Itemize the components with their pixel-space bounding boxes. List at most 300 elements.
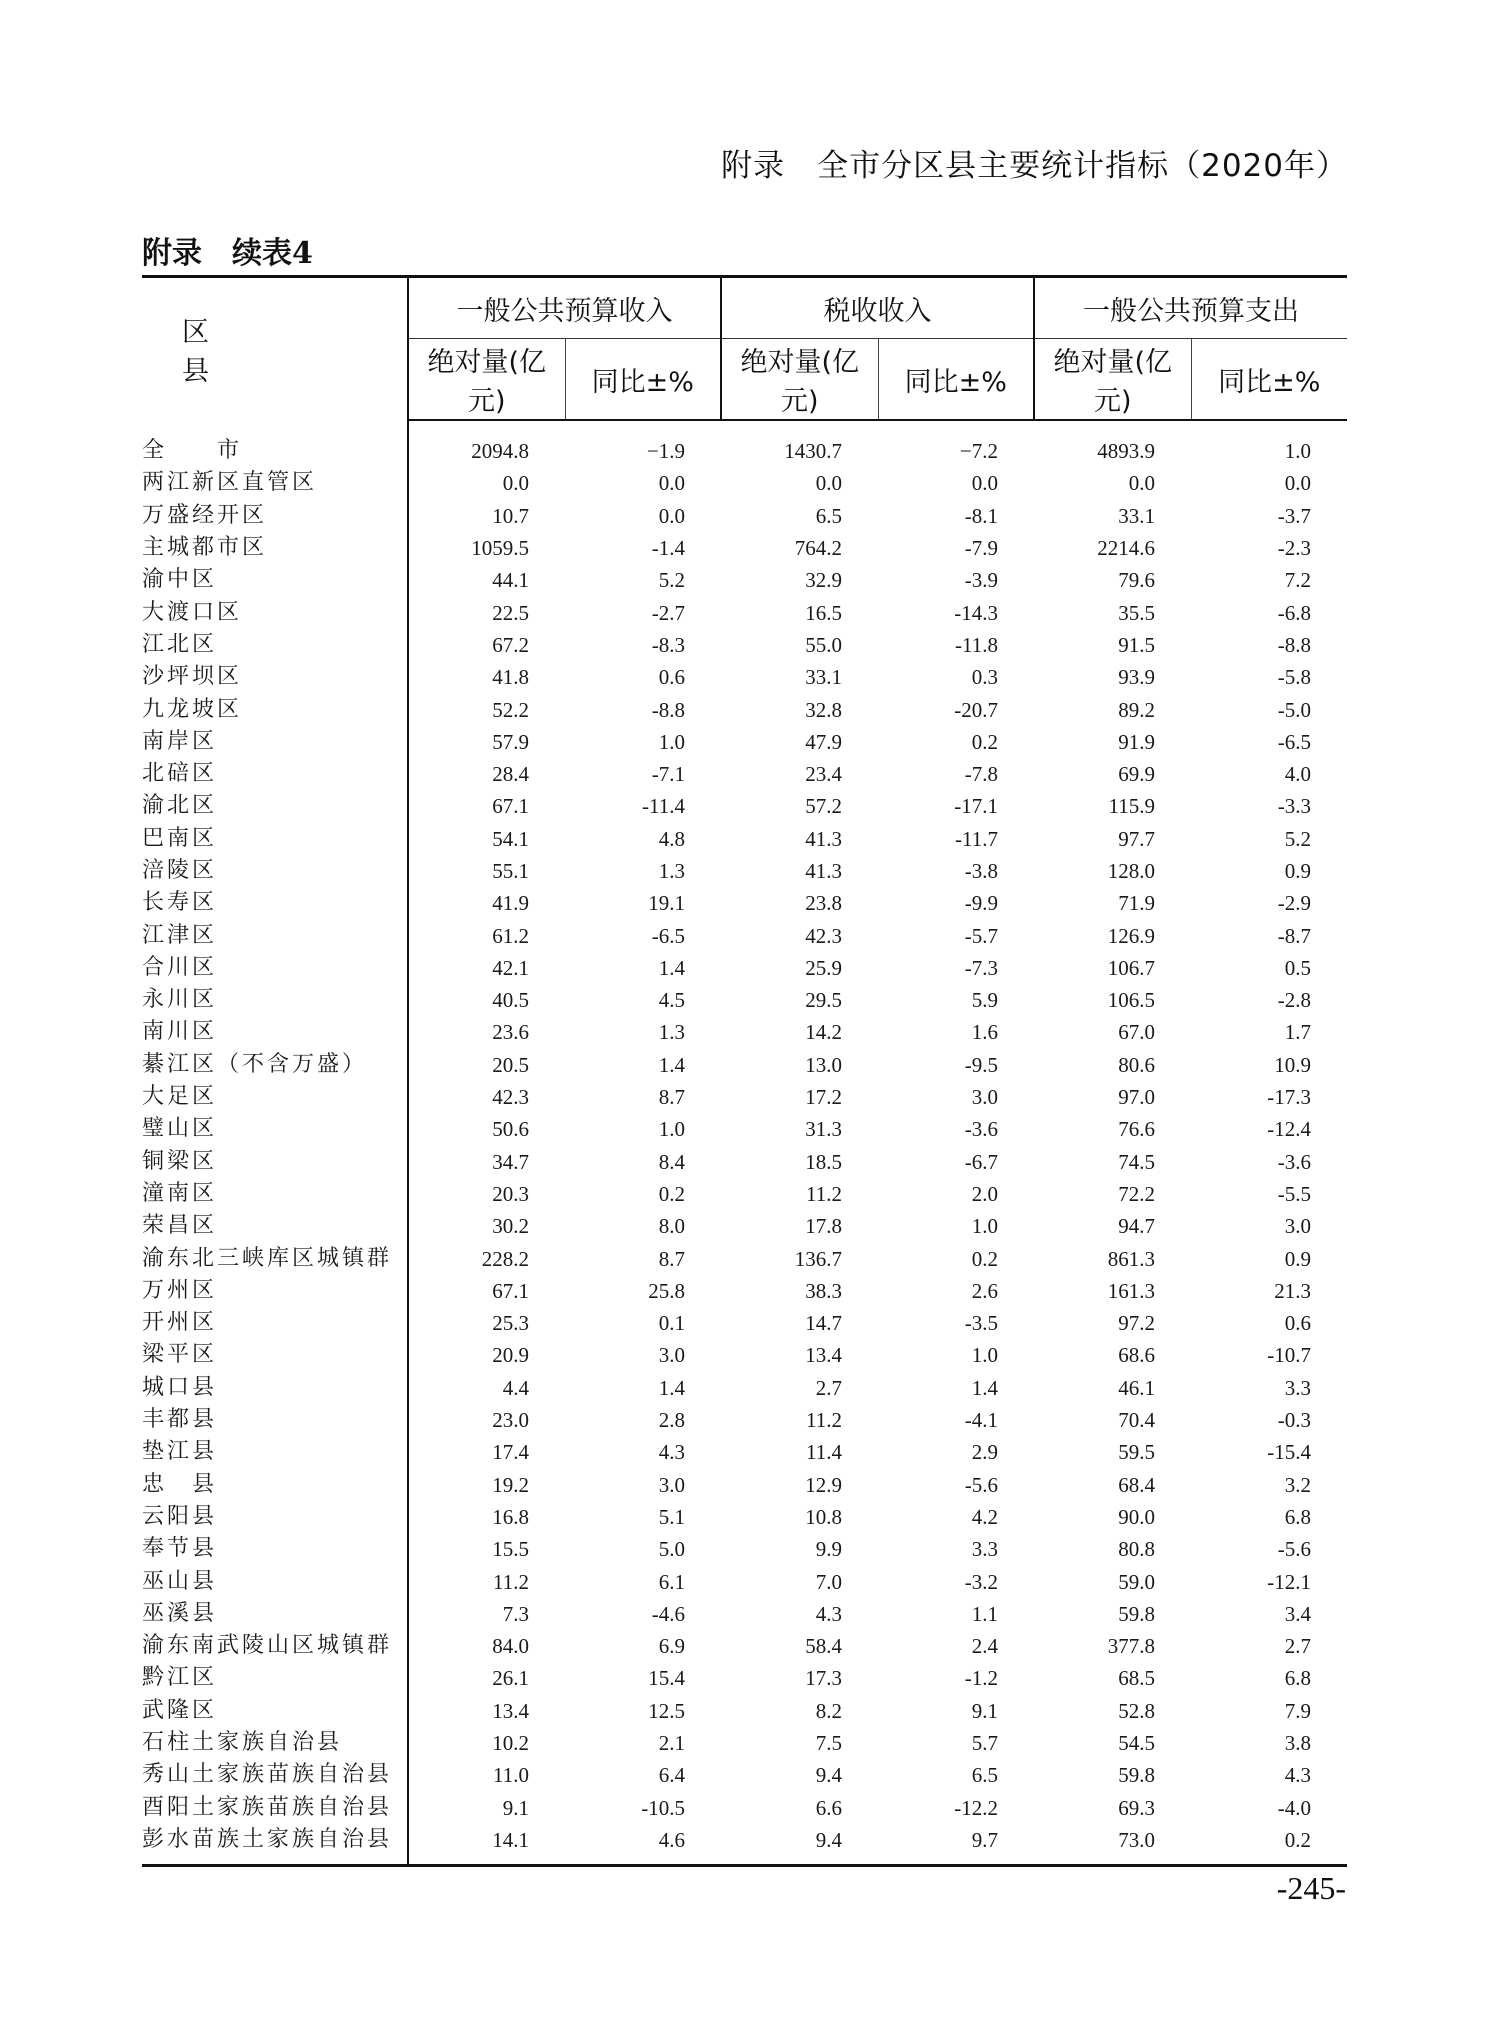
tax-revenue-abs-cell: 23.8	[805, 891, 842, 916]
budget-expenditure-abs-cell: 80.6	[1118, 1052, 1155, 1077]
budget-expenditure-yoy-cell: -3.7	[1277, 503, 1311, 528]
table-row	[142, 1565, 1347, 1597]
table-row	[142, 1469, 1347, 1501]
budget-revenue-yoy-cell: 1.4	[658, 1375, 685, 1400]
budget-revenue-abs-cell: 16.8	[492, 1504, 529, 1529]
region-name-cell: 大足区	[142, 1081, 408, 1113]
region-name-cell: 巫溪县	[142, 1598, 408, 1630]
region-name-cell: 黔江区	[142, 1662, 408, 1694]
tax-revenue-abs-cell: 9.4	[815, 1763, 842, 1788]
tax-revenue-abs-cell: 17.8	[805, 1214, 842, 1239]
budget-revenue-yoy-cell: 2.1	[658, 1731, 685, 1756]
budget-revenue-abs-cell: 57.9	[492, 729, 529, 754]
region-name-cell: 梁平区	[142, 1339, 408, 1371]
tax-revenue-yoy-cell: 0.0	[971, 471, 998, 496]
budget-expenditure-yoy-cell: -2.3	[1277, 536, 1311, 561]
budget-revenue-abs-cell: 50.6	[492, 1117, 529, 1142]
budget-expenditure-abs-cell: 68.6	[1118, 1343, 1155, 1368]
budget-expenditure-abs-cell: 94.7	[1118, 1214, 1155, 1239]
budget-revenue-yoy-cell: 6.4	[658, 1763, 685, 1788]
budget-revenue-abs-cell: 228.2	[481, 1246, 529, 1271]
tax-revenue-abs-cell: 11.2	[806, 1408, 842, 1433]
budget-revenue-yoy-cell: 1.3	[658, 859, 685, 883]
budget-revenue-yoy-cell: 1.0	[658, 729, 685, 754]
tax-revenue-yoy-cell: -5.6	[964, 1472, 998, 1497]
budget-expenditure-yoy-cell: 4.0	[1284, 762, 1311, 787]
table-row	[142, 1016, 1347, 1048]
tax-revenue-abs-cell: 25.9	[805, 955, 842, 980]
region-name-cell: 奉节县	[142, 1533, 408, 1565]
budget-expenditure-yoy-cell: -3.6	[1277, 1149, 1311, 1174]
budget-revenue-abs-cell: 26.1	[492, 1666, 529, 1691]
tax-revenue-yoy-cell: -5.7	[964, 923, 998, 948]
budget-revenue-abs-cell: 42.3	[492, 1085, 529, 1110]
budget-revenue-abs-cell: 10.7	[492, 503, 529, 528]
budget-expenditure-abs-cell: 79.6	[1118, 568, 1155, 593]
table-row	[142, 564, 1347, 596]
budget-expenditure-yoy-cell: 3.3	[1284, 1375, 1311, 1400]
table-row	[142, 1049, 1347, 1081]
budget-revenue-abs-cell: 67.1	[492, 794, 529, 819]
budget-revenue-yoy-cell: -4.6	[651, 1601, 685, 1626]
budget-expenditure-abs-cell: 115.9	[1108, 794, 1155, 819]
budget-expenditure-yoy-cell: 0.2	[1191, 1824, 1347, 1866]
table-row	[142, 1695, 1347, 1727]
budget-revenue-abs-cell: 9.1	[502, 1795, 529, 1820]
tax-revenue-yoy-cell: -9.9	[964, 891, 998, 916]
table-row	[142, 420, 1347, 467]
budget-revenue-abs-cell: 0.0	[502, 471, 529, 496]
budget-expenditure-abs-cell: 72.2	[1118, 1181, 1155, 1206]
budget-expenditure-abs-cell: 71.9	[1118, 891, 1155, 916]
region-name-cell: 荣昌区	[142, 1210, 408, 1242]
region-name-cell: 永川区	[142, 984, 408, 1016]
budget-revenue-abs-cell: 67.1	[492, 1278, 529, 1303]
budget-expenditure-yoy-cell: 0.6	[1284, 1311, 1311, 1336]
budget-expenditure-yoy-cell: 5.2	[1284, 826, 1311, 851]
tax-revenue-yoy-cell: 2.0	[971, 1181, 998, 1206]
budget-revenue-yoy-cell: 0.6	[658, 665, 685, 690]
budget-revenue-yoy-cell: 1.4	[658, 1052, 685, 1077]
table-row	[142, 1146, 1347, 1178]
table-row	[142, 1533, 1347, 1565]
budget-expenditure-abs-cell: 97.2	[1118, 1311, 1155, 1336]
table-row	[142, 1598, 1347, 1630]
tax-revenue-yoy-cell: -3.6	[964, 1117, 998, 1142]
budget-revenue-abs-cell: 23.6	[492, 1020, 529, 1045]
region-name-cell: 涪陵区	[142, 855, 408, 887]
table-row	[142, 1242, 1347, 1274]
budget-expenditure-yoy-cell: -15.4	[1267, 1440, 1311, 1465]
budget-expenditure-yoy-cell: -17.3	[1267, 1085, 1311, 1110]
budget-revenue-yoy-cell: 6.9	[658, 1634, 685, 1659]
table-row	[142, 1081, 1347, 1113]
subheader-absolute: 绝对量(亿元)	[1034, 339, 1191, 421]
budget-revenue-yoy-cell: 5.2	[658, 568, 685, 593]
budget-expenditure-yoy-cell: -5.8	[1277, 665, 1311, 690]
budget-expenditure-abs-cell: 97.7	[1118, 826, 1155, 851]
page-number: -245-	[1276, 1870, 1346, 1906]
tax-revenue-yoy-cell: -11.7	[955, 826, 998, 851]
budget-revenue-abs-cell: 1059.5	[471, 536, 529, 561]
budget-revenue-yoy-cell: 3.0	[658, 1343, 685, 1368]
tax-revenue-abs-cell: 11.4	[806, 1440, 842, 1465]
budget-revenue-yoy-cell: 5.0	[658, 1537, 685, 1562]
table-row	[142, 1824, 1347, 1866]
budget-revenue-abs-cell: 67.2	[492, 632, 529, 657]
region-name-cell: 潼南区	[142, 1178, 408, 1210]
budget-expenditure-yoy-cell: 4.3	[1284, 1763, 1311, 1788]
region-name-cell: 开州区	[142, 1307, 408, 1339]
tax-revenue-yoy-cell: 4.2	[971, 1504, 998, 1529]
budget-revenue-abs-cell: 15.5	[492, 1537, 529, 1562]
tax-revenue-abs-cell: 58.4	[805, 1634, 842, 1659]
budget-revenue-abs-cell: 44.1	[492, 568, 529, 593]
region-name-cell: 万盛经开区	[142, 500, 408, 532]
budget-expenditure-yoy-cell: -12.4	[1267, 1117, 1311, 1142]
budget-expenditure-abs-cell: 90.0	[1118, 1504, 1155, 1529]
table-row	[142, 1210, 1347, 1242]
tax-revenue-yoy-cell: -12.2	[954, 1795, 998, 1820]
budget-expenditure-yoy-cell: -2.9	[1277, 891, 1311, 916]
tax-revenue-yoy-cell: -7.9	[964, 536, 998, 561]
budget-expenditure-abs-cell: 91.9	[1118, 729, 1155, 754]
tax-revenue-yoy-cell: 2.4	[971, 1634, 998, 1659]
budget-revenue-abs-cell: 54.1	[492, 826, 529, 851]
tax-revenue-abs-cell: 4.3	[815, 1601, 842, 1626]
tax-revenue-yoy-cell: -3.2	[964, 1569, 998, 1594]
budget-expenditure-yoy-cell: -8.7	[1277, 923, 1311, 948]
budget-revenue-yoy-cell: 25.8	[648, 1278, 685, 1303]
budget-expenditure-abs-cell: 91.5	[1118, 632, 1155, 657]
budget-expenditure-abs-cell: 161.3	[1107, 1278, 1155, 1303]
tax-revenue-yoy-cell: -20.7	[954, 697, 998, 722]
budget-revenue-abs-cell: 84.0	[492, 1634, 529, 1659]
budget-expenditure-yoy-cell: 7.9	[1284, 1698, 1311, 1723]
budget-revenue-yoy-cell: -8.8	[651, 697, 685, 722]
subheader-absolute: 绝对量(亿元)	[721, 339, 878, 421]
budget-expenditure-yoy-cell: -3.3	[1277, 794, 1311, 819]
budget-revenue-abs-cell: 41.8	[492, 665, 529, 690]
region-column-header: 区 县	[142, 277, 408, 421]
tax-revenue-abs-cell: 18.5	[805, 1149, 842, 1174]
region-name-cell: 南岸区	[142, 726, 408, 758]
tax-revenue-abs-cell: 41.3	[805, 859, 842, 883]
budget-revenue-abs-cell: 42.1	[492, 955, 529, 980]
budget-revenue-abs-cell: 40.5	[492, 988, 529, 1013]
budget-expenditure-yoy-cell: 0.9	[1284, 859, 1311, 883]
budget-expenditure-abs-cell: 2214.6	[1097, 536, 1155, 561]
budget-expenditure-yoy-cell: 1.7	[1284, 1020, 1311, 1045]
budget-expenditure-yoy-cell: 6.8	[1284, 1504, 1311, 1529]
budget-revenue-abs-cell: 17.4	[492, 1440, 529, 1465]
budget-expenditure-abs-cell: 89.2	[1118, 697, 1155, 722]
region-name-cell: 云阳县	[142, 1501, 408, 1533]
budget-revenue-yoy-cell: -2.7	[651, 600, 685, 625]
budget-revenue-yoy-cell: 2.8	[658, 1408, 685, 1433]
region-name-cell: 万州区	[142, 1275, 408, 1307]
region-name-cell: 璧山区	[142, 1113, 408, 1145]
table-row	[142, 661, 1347, 693]
tax-revenue-yoy-cell: 1.6	[971, 1020, 998, 1045]
budget-expenditure-yoy-cell: -5.6	[1277, 1537, 1311, 1562]
table-row	[142, 500, 1347, 532]
budget-expenditure-yoy-cell: -8.8	[1277, 632, 1311, 657]
budget-expenditure-abs-cell: 59.8	[1118, 1763, 1155, 1788]
tax-revenue-yoy-cell: -7.3	[964, 955, 998, 980]
tax-revenue-abs-cell: 14.2	[805, 1020, 842, 1045]
region-name-cell: 綦江区（不含万盛）	[142, 1049, 408, 1081]
budget-expenditure-abs-cell: 126.9	[1107, 923, 1155, 948]
budget-revenue-abs-cell: 61.2	[492, 923, 529, 948]
table-row	[142, 596, 1347, 628]
tax-revenue-abs-cell: 9.4	[721, 1824, 878, 1866]
budget-expenditure-yoy-cell: -5.5	[1277, 1181, 1311, 1206]
subheader-yoy: 同比±%	[565, 339, 721, 421]
tax-revenue-abs-cell: 0.0	[815, 471, 842, 496]
budget-expenditure-abs-cell: 59.0	[1118, 1569, 1155, 1594]
budget-expenditure-yoy-cell: -12.1	[1267, 1569, 1311, 1594]
budget-expenditure-abs-cell: 861.3	[1107, 1246, 1155, 1271]
table-row	[142, 693, 1347, 725]
tax-revenue-yoy-cell: 6.5	[971, 1763, 998, 1788]
table-row	[142, 1791, 1347, 1823]
region-name-cell: 渝北区	[142, 790, 408, 822]
region-name-cell: 铜梁区	[142, 1146, 408, 1178]
budget-expenditure-yoy-cell: 21.3	[1274, 1278, 1311, 1303]
budget-expenditure-yoy-cell: -5.0	[1277, 697, 1311, 722]
tax-revenue-abs-cell: 10.8	[805, 1504, 842, 1529]
budget-revenue-yoy-cell: 6.1	[658, 1569, 685, 1594]
region-name-cell: 南川区	[142, 1016, 408, 1048]
budget-expenditure-yoy-cell: -0.3	[1277, 1408, 1311, 1433]
budget-expenditure-yoy-cell: 7.2	[1284, 568, 1311, 593]
tax-revenue-abs-cell: 31.3	[805, 1117, 842, 1142]
tax-revenue-yoy-cell: -7.8	[964, 762, 998, 787]
tax-revenue-abs-cell: 9.9	[815, 1537, 842, 1562]
budget-expenditure-yoy-cell: -6.8	[1277, 600, 1311, 625]
region-name-cell: 彭水苗族土家族自治县	[142, 1824, 408, 1866]
region-name-cell: 合川区	[142, 952, 408, 984]
tax-revenue-yoy-cell: 9.1	[971, 1698, 998, 1723]
budget-revenue-yoy-cell: 0.1	[658, 1311, 685, 1336]
budget-expenditure-abs-cell: 97.0	[1118, 1085, 1155, 1110]
group-header-budget-expenditure: 一般公共预算支出	[1034, 277, 1347, 339]
budget-expenditure-abs-cell: 106.7	[1107, 955, 1155, 980]
budget-revenue-abs-cell: 52.2	[492, 697, 529, 722]
tax-revenue-yoy-cell: 0.3	[971, 665, 998, 690]
tax-revenue-yoy-cell: -6.7	[964, 1149, 998, 1174]
budget-revenue-abs-cell: 10.2	[492, 1731, 529, 1756]
tax-revenue-abs-cell: 33.1	[805, 665, 842, 690]
region-name-cell: 忠 县	[142, 1469, 408, 1501]
tax-revenue-abs-cell: 8.2	[815, 1698, 842, 1723]
budget-expenditure-abs-cell: 69.9	[1118, 762, 1155, 787]
region-name-cell: 长寿区	[142, 887, 408, 919]
statistics-table	[142, 275, 1347, 1867]
tax-revenue-abs-cell: 23.4	[805, 762, 842, 787]
tax-revenue-yoy-cell: 5.7	[971, 1731, 998, 1756]
table-row	[142, 1759, 1347, 1791]
budget-expenditure-abs-cell: 35.5	[1118, 600, 1155, 625]
tax-revenue-yoy-cell: 5.9	[971, 988, 998, 1013]
tax-revenue-abs-cell: 41.3	[805, 826, 842, 851]
tax-revenue-yoy-cell: 1.0	[971, 1343, 998, 1368]
budget-revenue-yoy-cell: 4.3	[658, 1440, 685, 1465]
tax-revenue-abs-cell: 17.3	[805, 1666, 842, 1691]
region-name-cell: 城口县	[142, 1372, 408, 1404]
budget-expenditure-yoy-cell: 2.7	[1284, 1634, 1311, 1659]
tax-revenue-abs-cell: 136.7	[794, 1246, 842, 1271]
budget-expenditure-yoy-cell: 3.4	[1284, 1601, 1311, 1626]
budget-expenditure-abs-cell: 54.5	[1118, 1731, 1155, 1756]
budget-expenditure-yoy-cell: 0.9	[1284, 1246, 1311, 1271]
tax-revenue-abs-cell: 7.0	[815, 1569, 842, 1594]
budget-revenue-yoy-cell: 0.0	[658, 471, 685, 496]
tax-revenue-abs-cell: 14.7	[805, 1311, 842, 1336]
budget-expenditure-abs-cell: 52.8	[1118, 1698, 1155, 1723]
budget-revenue-yoy-cell: 12.5	[648, 1698, 685, 1723]
tax-revenue-yoy-cell: -4.1	[964, 1408, 998, 1433]
budget-revenue-yoy-cell: 8.0	[658, 1214, 685, 1239]
tax-revenue-abs-cell: 42.3	[805, 923, 842, 948]
budget-revenue-abs-cell: 41.9	[492, 891, 529, 916]
subheader-absolute: 绝对量(亿元)	[408, 339, 565, 421]
tax-revenue-yoy-cell: -1.2	[964, 1666, 998, 1691]
tax-revenue-yoy-cell: 2.6	[971, 1278, 998, 1303]
tax-revenue-abs-cell: 13.4	[805, 1343, 842, 1368]
region-name-cell: 两江新区直管区	[142, 467, 408, 499]
tax-revenue-abs-cell: 57.2	[805, 794, 842, 819]
tax-revenue-abs-cell: 764.2	[794, 536, 842, 561]
budget-revenue-yoy-cell: 4.5	[658, 988, 685, 1013]
budget-revenue-yoy-cell: 0.2	[658, 1181, 685, 1206]
budget-expenditure-yoy-cell: 0.5	[1284, 955, 1311, 980]
subheader-yoy: 同比±%	[1191, 339, 1347, 421]
tax-revenue-abs-cell: 1430.7	[784, 439, 842, 464]
budget-revenue-yoy-cell: 3.0	[658, 1472, 685, 1497]
tax-revenue-abs-cell: 12.9	[805, 1472, 842, 1497]
table-row	[142, 1662, 1347, 1694]
budget-revenue-abs-cell: 55.1	[492, 859, 529, 883]
table-row	[142, 532, 1347, 564]
budget-expenditure-yoy-cell: -6.5	[1277, 729, 1311, 754]
tax-revenue-abs-cell: 7.5	[815, 1731, 842, 1756]
budget-revenue-abs-cell: 23.0	[492, 1408, 529, 1433]
budget-revenue-yoy-cell: -10.5	[641, 1795, 685, 1820]
region-name-cell: 渝东南武陵山区城镇群	[142, 1630, 408, 1662]
budget-expenditure-abs-cell: 80.8	[1118, 1537, 1155, 1562]
budget-revenue-yoy-cell: 1.0	[658, 1117, 685, 1142]
region-name-cell: 渝中区	[142, 564, 408, 596]
region-name-cell: 巴南区	[142, 823, 408, 855]
budget-expenditure-abs-cell: 76.6	[1118, 1117, 1155, 1142]
table-row	[142, 1178, 1347, 1210]
budget-revenue-abs-cell: 25.3	[492, 1311, 529, 1336]
tax-revenue-abs-cell: 13.0	[805, 1052, 842, 1077]
table-row	[142, 887, 1347, 919]
tax-revenue-yoy-cell: -8.1	[964, 503, 998, 528]
table-row	[142, 855, 1347, 887]
budget-expenditure-yoy-cell: 0.0	[1284, 471, 1311, 496]
budget-revenue-yoy-cell: -7.1	[651, 762, 685, 787]
budget-revenue-yoy-cell: 0.0	[658, 503, 685, 528]
tax-revenue-yoy-cell: −7.2	[959, 439, 998, 464]
budget-revenue-yoy-cell: -1.4	[651, 536, 685, 561]
tax-revenue-abs-cell: 6.6	[815, 1795, 842, 1820]
budget-revenue-abs-cell: 28.4	[492, 762, 529, 787]
budget-expenditure-abs-cell: 93.9	[1118, 665, 1155, 690]
budget-expenditure-abs-cell: 68.4	[1118, 1472, 1155, 1497]
region-name-cell: 主城都市区	[142, 532, 408, 564]
budget-revenue-yoy-cell: 1.4	[658, 955, 685, 980]
budget-revenue-yoy-cell: 5.1	[658, 1504, 685, 1529]
region-name-cell: 全 市	[142, 420, 408, 467]
tax-revenue-abs-cell: 11.2	[806, 1181, 842, 1206]
budget-revenue-yoy-cell: 19.1	[648, 891, 685, 916]
region-name-cell: 巫山县	[142, 1565, 408, 1597]
budget-expenditure-abs-cell: 0.0	[1128, 471, 1155, 496]
table-caption: 附录 续表4	[142, 236, 313, 271]
tax-revenue-yoy-cell: 1.1	[971, 1601, 998, 1626]
budget-revenue-yoy-cell: -11.4	[642, 794, 685, 819]
budget-expenditure-yoy-cell: 3.2	[1284, 1472, 1311, 1497]
budget-expenditure-abs-cell: 4893.9	[1097, 439, 1155, 464]
region-name-cell: 沙坪坝区	[142, 661, 408, 693]
tax-revenue-abs-cell: 32.9	[805, 568, 842, 593]
budget-revenue-abs-cell: 11.0	[493, 1763, 529, 1788]
region-name-cell: 大渡口区	[142, 596, 408, 628]
budget-revenue-abs-cell: 34.7	[492, 1149, 529, 1174]
budget-revenue-abs-cell: 11.2	[493, 1569, 529, 1594]
region-name-cell: 秀山土家族苗族自治县	[142, 1759, 408, 1791]
budget-revenue-yoy-cell: 4.6	[565, 1824, 721, 1866]
table-row	[142, 1372, 1347, 1404]
table-body	[142, 420, 1347, 1866]
table-row	[142, 758, 1347, 790]
region-name-cell: 渝东北三峡库区城镇群	[142, 1242, 408, 1274]
budget-revenue-abs-cell: 20.3	[492, 1181, 529, 1206]
tax-revenue-yoy-cell: 1.4	[971, 1375, 998, 1400]
tax-revenue-yoy-cell: -11.8	[955, 632, 998, 657]
budget-expenditure-abs-cell: 74.5	[1118, 1149, 1155, 1174]
table-row	[142, 726, 1347, 758]
budget-revenue-yoy-cell: 4.8	[658, 826, 685, 851]
tax-revenue-yoy-cell: 3.3	[971, 1537, 998, 1562]
budget-revenue-yoy-cell: −1.9	[646, 439, 685, 464]
budget-expenditure-abs-cell: 67.0	[1118, 1020, 1155, 1045]
budget-expenditure-abs-cell: 128.0	[1107, 859, 1155, 883]
tax-revenue-yoy-cell: 2.9	[971, 1440, 998, 1465]
budget-revenue-yoy-cell: 8.4	[658, 1149, 685, 1174]
running-head: 附录 全市分区县主要统计指标（2020年）	[721, 148, 1348, 184]
budget-expenditure-yoy-cell: -4.0	[1277, 1795, 1311, 1820]
budget-expenditure-yoy-cell: -10.7	[1267, 1343, 1311, 1368]
budget-expenditure-abs-cell: 33.1	[1118, 503, 1155, 528]
budget-expenditure-abs-cell: 377.8	[1107, 1634, 1155, 1659]
budget-revenue-abs-cell: 22.5	[492, 600, 529, 625]
budget-expenditure-abs-cell: 70.4	[1118, 1408, 1155, 1433]
table-row	[142, 1404, 1347, 1436]
tax-revenue-abs-cell: 29.5	[805, 988, 842, 1013]
region-name-cell: 江北区	[142, 629, 408, 661]
table-row	[142, 984, 1347, 1016]
table-row	[142, 1275, 1347, 1307]
budget-revenue-abs-cell: 30.2	[492, 1214, 529, 1239]
budget-revenue-yoy-cell: 15.4	[648, 1666, 685, 1691]
region-name-cell: 石柱土家族自治县	[142, 1727, 408, 1759]
tax-revenue-abs-cell: 55.0	[805, 632, 842, 657]
